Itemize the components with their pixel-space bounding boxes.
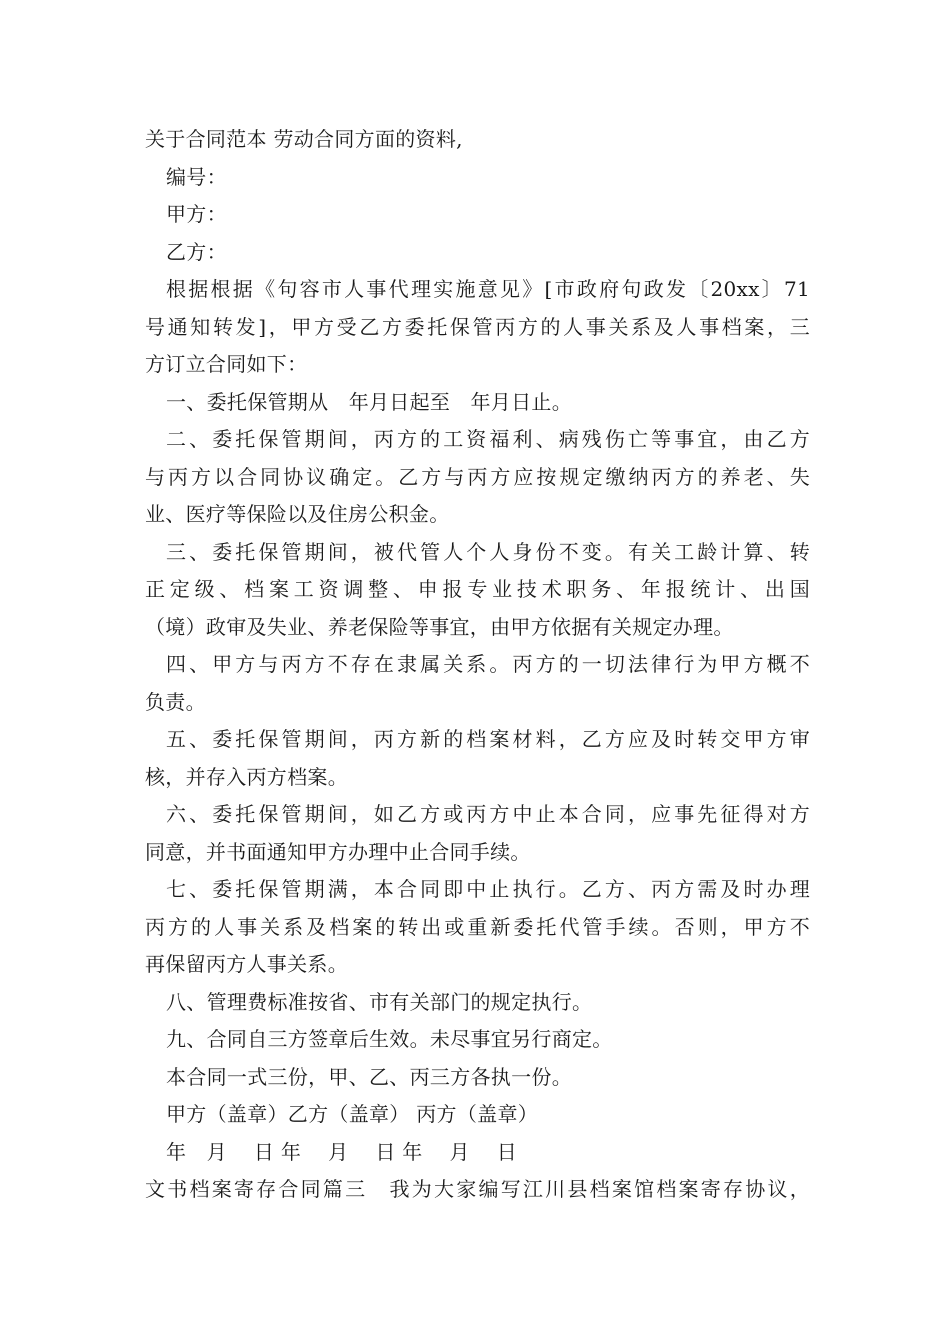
preamble-line-1: 根据根据《句容市人事代理实施意见》[市政府句政发〔20xx〕71 bbox=[166, 277, 810, 301]
clause-7-line-3: 再保留丙方人事关系。 bbox=[145, 952, 348, 976]
document-page bbox=[145, 121, 810, 1209]
clause-2-line-3: 业、医疗等保险以及住房公积金。 bbox=[145, 502, 450, 526]
clause-9: 九、合同自三方签章后生效。未尽事宜另行商定。 bbox=[166, 1027, 613, 1051]
clause-1: 一、委托保管期从 年月日起至 年月日止。 bbox=[166, 389, 572, 414]
clause-2-line-1: 二、委托保管期间，丙方的工资福利、病残伤亡等事宜，由乙方 bbox=[166, 427, 810, 451]
preamble-line-2: 号通知转发]，甲方受乙方委托保管丙方的人事关系及人事档案，三 bbox=[145, 314, 810, 339]
clause-4-line-1: 四、甲方与丙方不存在隶属关系。丙方的一切法律行为甲方概不 bbox=[166, 652, 810, 676]
clause-3-line-1: 三、委托保管期间，被代管人个人身份不变。有关工龄计算、转 bbox=[166, 539, 810, 564]
clause-7-line-2: 丙方的人事关系及档案的转出或重新委托代管手续。否则，甲方不 bbox=[145, 914, 810, 939]
contract-number-label: 编号： bbox=[166, 164, 227, 189]
preamble-line-3: 方订立合同如下： bbox=[145, 352, 308, 376]
clause-6-line-2: 同意，并书面通知甲方办理中止合同手续。 bbox=[145, 839, 531, 864]
clause-8: 八、管理费标准按省、市有关部门的规定执行。 bbox=[166, 989, 593, 1014]
date-line: 年 月 日 年 月 日 年 月 日 bbox=[166, 1139, 518, 1164]
clause-3-line-2: 正定级、档案工资调整、申报专业技术职务、年报统计、出国 bbox=[145, 577, 810, 601]
clause-3-line-3: （境）政审及失业、养老保险等事宜，由甲方依据有关规定办理。 bbox=[145, 614, 734, 639]
next-section-heading: 文书档案寄存合同篇三 我为大家编写江川县档案馆档案寄存协议， bbox=[145, 1177, 810, 1201]
copies-clause: 本合同一式三份，甲、乙、丙三方各执一份。 bbox=[166, 1064, 572, 1089]
clause-7-line-1: 七、委托保管期满，本合同即中止执行。乙方、丙方需及时办理 bbox=[166, 877, 810, 901]
document-title: 关于合同范本 劳动合同方面的资料, bbox=[145, 127, 463, 151]
clause-5-line-1: 五、委托保管期间，丙方新的档案材料，乙方应及时转交甲方审 bbox=[166, 727, 810, 751]
clause-5-line-2: 核，并存入丙方档案。 bbox=[145, 764, 348, 789]
party-b-label: 乙方： bbox=[166, 239, 227, 264]
clause-6-line-1: 六、委托保管期间，如乙方或丙方中止本合同，应事先征得对方 bbox=[166, 802, 810, 826]
signature-line: 甲方（盖章）乙方（盖章） 丙方（盖章） bbox=[166, 1102, 539, 1126]
clause-2-line-2: 与丙方以合同协议确定。乙方与丙方应按规定缴纳丙方的养老、失 bbox=[145, 464, 810, 489]
party-a-label: 甲方： bbox=[166, 202, 227, 226]
clause-4-line-2: 负责。 bbox=[145, 689, 206, 714]
